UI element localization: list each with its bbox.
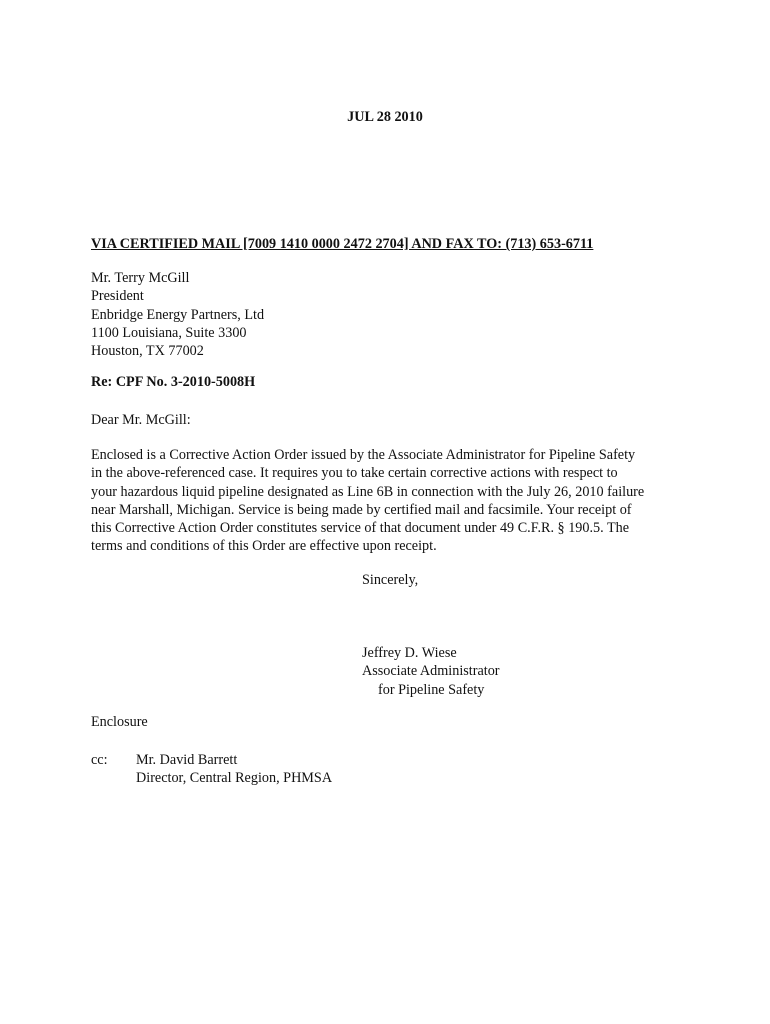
signer-title-continued: for Pipeline Safety [378, 681, 485, 698]
letter-date: JUL 28 2010 [347, 109, 423, 125]
recipient-name: Mr. Terry McGill [91, 270, 190, 286]
enclosure-note: Enclosure [91, 714, 148, 730]
recipient-company: Enbridge Energy Partners, Ltd [91, 306, 265, 323]
closing: Sincerely, [362, 572, 419, 588]
body-line: Enclosed is a Corrective Action Order issued by the Associate Administrator for Pipeline Safety [91, 447, 636, 463]
signer-title: Associate Administrator [362, 663, 500, 680]
body-line: your hazardous liquid pipeline designated as Line 6B in connection with the July 26, 2010 failure [91, 483, 645, 500]
body-line: terms and conditions of this Order are effective upon receipt. [91, 538, 437, 555]
cc-label: cc: [91, 752, 108, 768]
recipient-title: President [91, 288, 144, 305]
signature-block [362, 644, 500, 699]
body-line: this Corrective Action Order constitutes service of that document under 49 C.F.R. § 190.5. The [91, 520, 630, 537]
salutation: Dear Mr. McGill: [91, 412, 191, 428]
recipient-street: 1100 Louisiana, Suite 3300 [91, 324, 247, 341]
letter-body [91, 446, 644, 556]
cc-recipient-title: Director, Central Region, PHMSA [136, 770, 333, 787]
body-line: near Marshall, Michigan. Service is being made by certified mail and facsimile. Your receipt of [91, 501, 632, 518]
cc-recipient-name: Mr. David Barrett [136, 752, 238, 768]
body-line: in the above-referenced case. It requires you to take certain corrective actions with respect to [91, 465, 618, 482]
recipient-address-block [91, 269, 264, 360]
reference-line: Re: CPF No. 3-2010-5008H [91, 374, 256, 390]
recipient-city: Houston, TX 77002 [91, 343, 204, 360]
signer-name: Jeffrey D. Wiese [362, 645, 457, 661]
delivery-method-line: VIA CERTIFIED MAIL [7009 1410 0000 2472 2704] AND FAX TO: (713) 653-6711 [91, 236, 594, 252]
cc-recipient-block [136, 751, 332, 788]
